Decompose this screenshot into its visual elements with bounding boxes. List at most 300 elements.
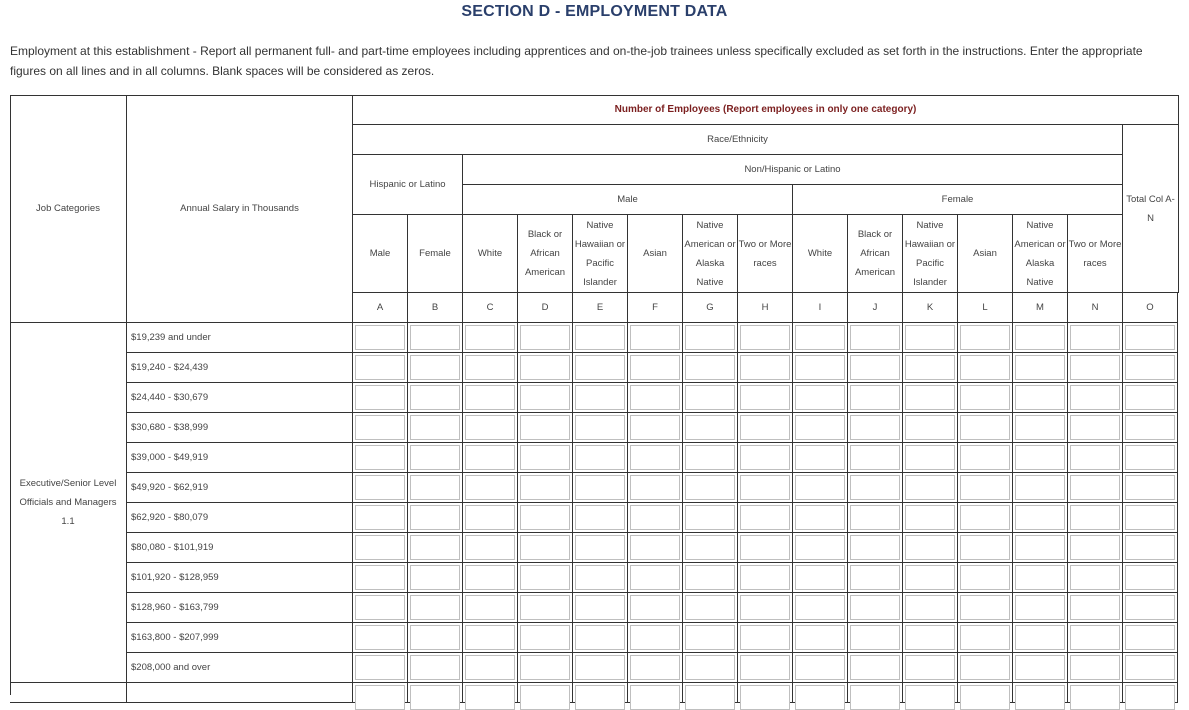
employee-count-input-n[interactable] [1070,445,1120,470]
table-cell [848,383,903,413]
employee-count-input-a[interactable] [355,385,405,410]
employee-count-input-l[interactable] [960,535,1010,560]
employee-count-input-b[interactable] [410,385,460,410]
employee-count-input-a[interactable] [355,565,405,590]
employee-count-input-f[interactable] [630,625,680,650]
employee-count-input-i[interactable] [795,595,845,620]
employee-count-input-d[interactable] [520,565,570,590]
employee-count-input-n[interactable] [1070,565,1120,590]
employee-count-input-j[interactable] [850,355,900,380]
employee-count-input-g[interactable] [685,625,735,650]
column-header-k: Native Hawaiian or Pacific Islander [903,215,958,293]
employee-count-input-i[interactable] [795,355,845,380]
employee-count-input-n[interactable] [1070,475,1120,500]
employee-count-input-g[interactable] [685,385,735,410]
table-cell [793,413,848,443]
employee-count-input-c[interactable] [465,625,515,650]
column-header-m: Native American or Alaska Native [1013,215,1068,293]
column-header-c: White [463,215,518,293]
table-cell [463,323,518,353]
column-letter-j: J [848,293,903,323]
salary-range-label: $208,000 and over [127,653,353,683]
table-cell [1068,653,1123,683]
employee-count-input-k[interactable] [905,325,955,350]
employee-count-input-m[interactable] [1015,415,1065,440]
next-salary-cell [127,683,353,703]
column-header-j: Black or African American [848,215,903,293]
employee-count-input-o[interactable] [1125,565,1175,590]
employee-count-input-f[interactable] [630,355,680,380]
employee-count-input-d[interactable] [520,415,570,440]
employee-count-input-h[interactable] [740,625,790,650]
table-cell [738,473,793,503]
employee-count-input-b[interactable] [410,595,460,620]
employee-count-input-e[interactable] [575,415,625,440]
column-header-f: Asian [628,215,683,293]
employee-count-input-e[interactable] [575,385,625,410]
next-category-cell [10,683,127,703]
table-cell [683,443,738,473]
employee-count-input-b[interactable] [410,445,460,470]
job-category-cell [10,323,127,683]
table-cell [683,353,738,383]
table-cell [848,563,903,593]
table-cell [353,383,408,413]
employee-count-input-f[interactable] [630,475,680,500]
salary-range-label: $24,440 - $30,679 [127,383,353,413]
employee-count-input-g[interactable] [685,685,735,710]
section-title: SECTION D - EMPLOYMENT DATA [461,3,728,20]
employee-count-input-c[interactable] [465,325,515,350]
employee-count-input-f[interactable] [630,565,680,590]
employee-count-input-e[interactable] [575,355,625,380]
employee-count-input-m[interactable] [1015,595,1065,620]
table-cell [1013,563,1068,593]
table-cell [683,473,738,503]
employee-count-input-d[interactable] [520,475,570,500]
employee-count-input-f[interactable] [630,655,680,680]
employee-count-input-o[interactable] [1125,415,1175,440]
employee-count-input-j[interactable] [850,385,900,410]
column-header-h: Two or More races [738,215,793,293]
table-cell [1013,533,1068,563]
employee-count-input-e[interactable] [575,505,625,530]
employee-count-input-l[interactable] [960,475,1010,500]
employee-count-input-j[interactable] [850,445,900,470]
employee-count-input-h[interactable] [740,565,790,590]
column-letter-h: H [738,293,793,323]
employee-count-input-b[interactable] [410,505,460,530]
table-cell [1013,623,1068,653]
employee-count-input-i[interactable] [795,325,845,350]
table-cell [1123,653,1178,683]
employee-count-input-j[interactable] [850,535,900,560]
employee-count-input-l[interactable] [960,325,1010,350]
employee-count-input-a[interactable] [355,475,405,500]
employee-count-input-j[interactable] [850,685,900,710]
employee-count-input-f[interactable] [630,445,680,470]
employee-count-input-g[interactable] [685,595,735,620]
employee-count-input-c[interactable] [465,685,515,710]
column-header-i: White [793,215,848,293]
employee-count-input-k[interactable] [905,445,955,470]
employee-count-input-l[interactable] [960,625,1010,650]
table-cell [628,653,683,683]
employee-count-input-b[interactable] [410,415,460,440]
employee-count-input-d[interactable] [520,325,570,350]
employee-count-input-n[interactable] [1070,625,1120,650]
table-cell [1123,683,1178,703]
employee-count-input-i[interactable] [795,385,845,410]
employee-count-input-j[interactable] [850,415,900,440]
table-cell [848,443,903,473]
employee-count-input-j[interactable] [850,655,900,680]
employee-count-input-l[interactable] [960,385,1010,410]
employee-count-input-a[interactable] [355,655,405,680]
table-cell [573,443,628,473]
employee-count-input-m[interactable] [1015,685,1065,710]
table-cell [573,323,628,353]
table-cell [463,623,518,653]
employee-count-input-b[interactable] [410,535,460,560]
employee-count-input-m[interactable] [1015,565,1065,590]
employee-count-input-a[interactable] [355,415,405,440]
employee-count-input-i[interactable] [795,625,845,650]
employee-count-input-n[interactable] [1070,685,1120,710]
employee-count-input-f[interactable] [630,595,680,620]
table-cell [463,683,518,703]
table-cell [1013,683,1068,703]
table-cell [958,653,1013,683]
table-cell [573,383,628,413]
employee-count-input-a[interactable] [355,535,405,560]
employee-count-input-c[interactable] [465,385,515,410]
employee-count-input-k[interactable] [905,655,955,680]
table-cell [903,353,958,383]
employee-count-input-d[interactable] [520,595,570,620]
salary-range-label: $80,080 - $101,919 [127,533,353,563]
table-cell [628,383,683,413]
employee-count-input-h[interactable] [740,385,790,410]
employee-count-input-m[interactable] [1015,385,1065,410]
employee-count-input-f[interactable] [630,685,680,710]
employee-count-input-k[interactable] [905,385,955,410]
employee-count-input-i[interactable] [795,655,845,680]
employee-count-input-h[interactable] [740,655,790,680]
employee-count-input-l[interactable] [960,355,1010,380]
table-cell [518,473,573,503]
employee-count-input-c[interactable] [465,415,515,440]
table-cell [903,323,958,353]
employee-count-input-k[interactable] [905,535,955,560]
employee-count-input-l[interactable] [960,445,1010,470]
employee-count-input-k[interactable] [905,565,955,590]
employee-count-input-o[interactable] [1125,625,1175,650]
table-cell [573,503,628,533]
table-cell [628,593,683,623]
employee-count-input-k[interactable] [905,475,955,500]
employee-count-input-d[interactable] [520,535,570,560]
employee-count-input-o[interactable] [1125,595,1175,620]
employee-count-input-j[interactable] [850,325,900,350]
employee-count-input-n[interactable] [1070,655,1120,680]
employee-count-input-o[interactable] [1125,445,1175,470]
hispanic-header: Hispanic or Latino [353,155,463,215]
table-cell [1123,623,1178,653]
employee-count-input-g[interactable] [685,415,735,440]
employee-count-input-d[interactable] [520,655,570,680]
employee-count-input-i[interactable] [795,505,845,530]
employee-count-input-e[interactable] [575,625,625,650]
employee-count-input-j[interactable] [850,475,900,500]
employee-count-input-j[interactable] [850,595,900,620]
employee-count-input-j[interactable] [850,625,900,650]
employee-count-input-b[interactable] [410,685,460,710]
employee-count-input-k[interactable] [905,625,955,650]
employee-count-input-o[interactable] [1125,505,1175,530]
table-cell [1013,593,1068,623]
employee-count-input-m[interactable] [1015,475,1065,500]
employee-count-input-c[interactable] [465,505,515,530]
table-cell [518,653,573,683]
employee-count-input-c[interactable] [465,565,515,590]
employee-count-input-o[interactable] [1125,355,1175,380]
employee-count-input-c[interactable] [465,535,515,560]
table-cell [518,623,573,653]
employee-count-input-c[interactable] [465,475,515,500]
employee-count-input-l[interactable] [960,415,1010,440]
employee-count-input-b[interactable] [410,355,460,380]
table-cell [848,623,903,653]
employee-count-input-f[interactable] [630,385,680,410]
employee-count-input-h[interactable] [740,475,790,500]
table-cell [683,533,738,563]
table-cell [1013,413,1068,443]
column-header-n: Two or More races [1068,215,1123,293]
table-cell [848,503,903,533]
employee-count-input-h[interactable] [740,445,790,470]
employee-count-input-a[interactable] [355,625,405,650]
employee-count-input-j[interactable] [850,505,900,530]
employee-count-input-l[interactable] [960,655,1010,680]
employee-count-input-k[interactable] [905,355,955,380]
column-header-l: Asian [958,215,1013,293]
employee-count-input-j[interactable] [850,565,900,590]
employee-count-input-l[interactable] [960,595,1010,620]
column-header-e: Native Hawaiian or Pacific Islander [573,215,628,293]
employee-count-input-i[interactable] [795,445,845,470]
column-letter-b: B [408,293,463,323]
employee-count-input-n[interactable] [1070,505,1120,530]
employee-count-input-g[interactable] [685,325,735,350]
employee-count-input-h[interactable] [740,355,790,380]
employee-count-input-d[interactable] [520,625,570,650]
employee-count-input-e[interactable] [575,595,625,620]
table-cell [1123,593,1178,623]
employee-count-input-a[interactable] [355,505,405,530]
table-cell [903,383,958,413]
employee-count-input-f[interactable] [630,535,680,560]
employee-count-input-b[interactable] [410,655,460,680]
employee-count-input-o[interactable] [1125,535,1175,560]
employee-count-input-o[interactable] [1125,325,1175,350]
employee-count-input-f[interactable] [630,415,680,440]
table-cell [958,413,1013,443]
table-cell [958,473,1013,503]
employee-count-input-d[interactable] [520,355,570,380]
employee-count-input-m[interactable] [1015,445,1065,470]
table-cell [1068,323,1123,353]
employee-count-input-n[interactable] [1070,595,1120,620]
table-cell [628,323,683,353]
employee-count-input-i[interactable] [795,415,845,440]
employee-count-input-o[interactable] [1125,475,1175,500]
table-cell [518,413,573,443]
table-cell [1123,323,1178,353]
employee-count-input-m[interactable] [1015,325,1065,350]
employee-count-input-e[interactable] [575,565,625,590]
table-cell [738,683,793,703]
employee-count-input-b[interactable] [410,475,460,500]
table-cell [793,683,848,703]
employee-count-input-n[interactable] [1070,355,1120,380]
employee-count-input-m[interactable] [1015,355,1065,380]
employee-count-input-l[interactable] [960,505,1010,530]
employee-count-input-a[interactable] [355,355,405,380]
table-cell [353,593,408,623]
table-cell [518,383,573,413]
employee-count-input-m[interactable] [1015,505,1065,530]
employee-count-input-d[interactable] [520,685,570,710]
employee-count-input-k[interactable] [905,685,955,710]
employee-count-input-e[interactable] [575,685,625,710]
employee-count-input-g[interactable] [685,475,735,500]
employee-count-input-g[interactable] [685,445,735,470]
employee-count-input-c[interactable] [465,655,515,680]
employee-count-input-c[interactable] [465,445,515,470]
employee-count-input-g[interactable] [685,535,735,560]
employee-count-input-f[interactable] [630,325,680,350]
employee-count-input-k[interactable] [905,595,955,620]
employee-count-input-e[interactable] [575,475,625,500]
employee-count-input-i[interactable] [795,475,845,500]
table-cell [408,503,463,533]
table-cell [1013,443,1068,473]
column-letter-i: I [793,293,848,323]
table-cell [1068,593,1123,623]
employee-count-input-e[interactable] [575,445,625,470]
employee-count-input-g[interactable] [685,505,735,530]
table-cell [628,503,683,533]
employee-count-input-n[interactable] [1070,415,1120,440]
table-cell [408,413,463,443]
table-cell [573,413,628,443]
employee-count-input-b[interactable] [410,625,460,650]
employee-count-input-n[interactable] [1070,535,1120,560]
employee-count-input-d[interactable] [520,505,570,530]
table-cell [518,323,573,353]
table-cell [958,533,1013,563]
number-of-employees-header: Number of Employees (Report employees in only one category) [353,95,1179,125]
employee-count-input-c[interactable] [465,355,515,380]
table-cell [848,323,903,353]
table-cell [958,683,1013,703]
employee-count-input-e[interactable] [575,535,625,560]
employee-count-input-o[interactable] [1125,655,1175,680]
employee-count-input-d[interactable] [520,385,570,410]
table-cell [683,683,738,703]
table-cell [1013,323,1068,353]
employee-count-input-a[interactable] [355,325,405,350]
employee-count-input-b[interactable] [410,325,460,350]
table-cell [573,683,628,703]
table-cell [738,323,793,353]
employee-count-input-a[interactable] [355,445,405,470]
employee-count-input-h[interactable] [740,595,790,620]
employee-count-input-h[interactable] [740,415,790,440]
employee-count-input-f[interactable] [630,505,680,530]
employee-count-input-n[interactable] [1070,325,1120,350]
table-cell [408,593,463,623]
employee-count-input-o[interactable] [1125,385,1175,410]
employee-count-input-e[interactable] [575,325,625,350]
employee-count-input-i[interactable] [795,685,845,710]
column-header-d: Black or African American [518,215,573,293]
employee-count-input-a[interactable] [355,685,405,710]
table-cell [793,503,848,533]
column-letter-e: E [573,293,628,323]
table-cell [463,473,518,503]
table-cell [903,623,958,653]
employee-count-input-m[interactable] [1015,625,1065,650]
employee-count-input-m[interactable] [1015,535,1065,560]
table-cell [628,683,683,703]
employee-count-input-k[interactable] [905,505,955,530]
employee-count-input-h[interactable] [740,505,790,530]
employee-count-input-h[interactable] [740,325,790,350]
employee-count-input-d[interactable] [520,445,570,470]
employee-count-input-g[interactable] [685,565,735,590]
employee-count-input-k[interactable] [905,415,955,440]
salary-range-label: $19,239 and under [127,323,353,353]
employee-count-input-g[interactable] [685,655,735,680]
table-cell [738,623,793,653]
table-cell [793,323,848,353]
table-cell [848,653,903,683]
table-cell [1013,473,1068,503]
employee-count-input-n[interactable] [1070,385,1120,410]
table-cell [518,503,573,533]
employee-count-input-l[interactable] [960,565,1010,590]
table-cell [1068,353,1123,383]
employee-count-input-o[interactable] [1125,685,1175,710]
employee-count-input-e[interactable] [575,655,625,680]
employee-count-input-h[interactable] [740,685,790,710]
table-cell [1068,563,1123,593]
table-cell [848,473,903,503]
table-cell [1123,533,1178,563]
employee-count-input-c[interactable] [465,595,515,620]
employee-count-input-l[interactable] [960,685,1010,710]
employee-count-input-g[interactable] [685,355,735,380]
employee-count-input-h[interactable] [740,535,790,560]
employee-count-input-b[interactable] [410,565,460,590]
annual-salary-header: Annual Salary in Thousands [127,95,353,323]
employee-count-input-a[interactable] [355,595,405,620]
employee-count-input-i[interactable] [795,535,845,560]
employee-count-input-i[interactable] [795,565,845,590]
employee-count-input-m[interactable] [1015,655,1065,680]
